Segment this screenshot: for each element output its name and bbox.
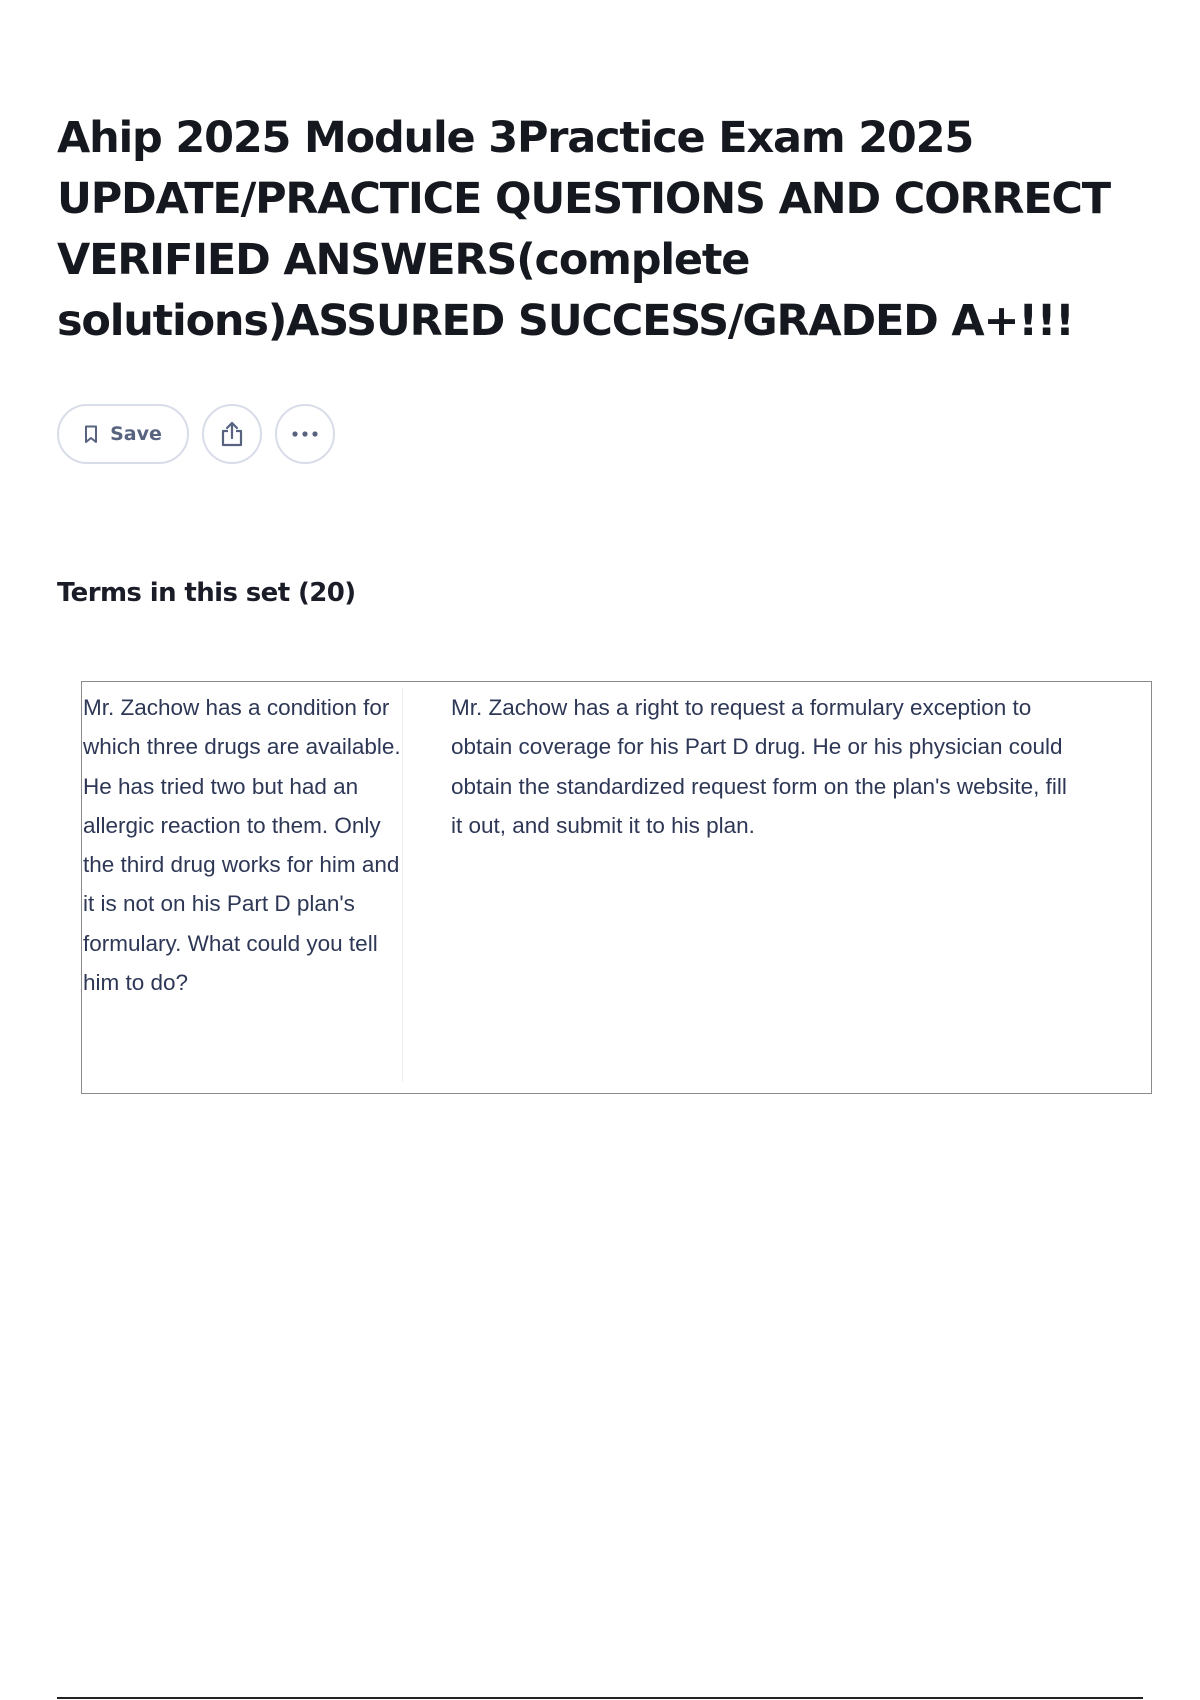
- page-bottom-divider: [57, 1697, 1143, 1699]
- share-icon: [219, 420, 245, 448]
- bookmark-icon: [84, 425, 98, 444]
- term-divider: [402, 688, 403, 1082]
- share-button[interactable]: [202, 404, 262, 464]
- save-button[interactable]: [57, 404, 189, 464]
- term-question: Mr. Zachow has a condition for which three drugs are available. He has tried two but had an allergic reaction to them. Only the third drug works for him and it is not on his Part D plan's formulary. What could you tell him to do?: [83, 695, 401, 996]
- terms-table: [81, 681, 1152, 1094]
- action-bar: [57, 404, 335, 464]
- more-options-button[interactable]: [275, 404, 335, 464]
- terms-heading: Terms in this set (20): [57, 578, 356, 608]
- save-button-label: Save: [110, 423, 162, 445]
- term-answer: Mr. Zachow has a right to request a formulary exception to obtain coverage for his Part D drug. He or his physician could obtain the standardized request form on the plan's website, fill it out, and submit it to his plan.: [451, 695, 1067, 838]
- page-title: Ahip 2025 Module 3Practice Exam 2025 UPDATE/PRACTICE QUESTIONS AND CORRECT VERIFIED ANSWERS(complete solutions)ASSURED SUCCESS/GRADED A+!!!: [57, 113, 1110, 346]
- more-horizontal-icon: [291, 430, 319, 438]
